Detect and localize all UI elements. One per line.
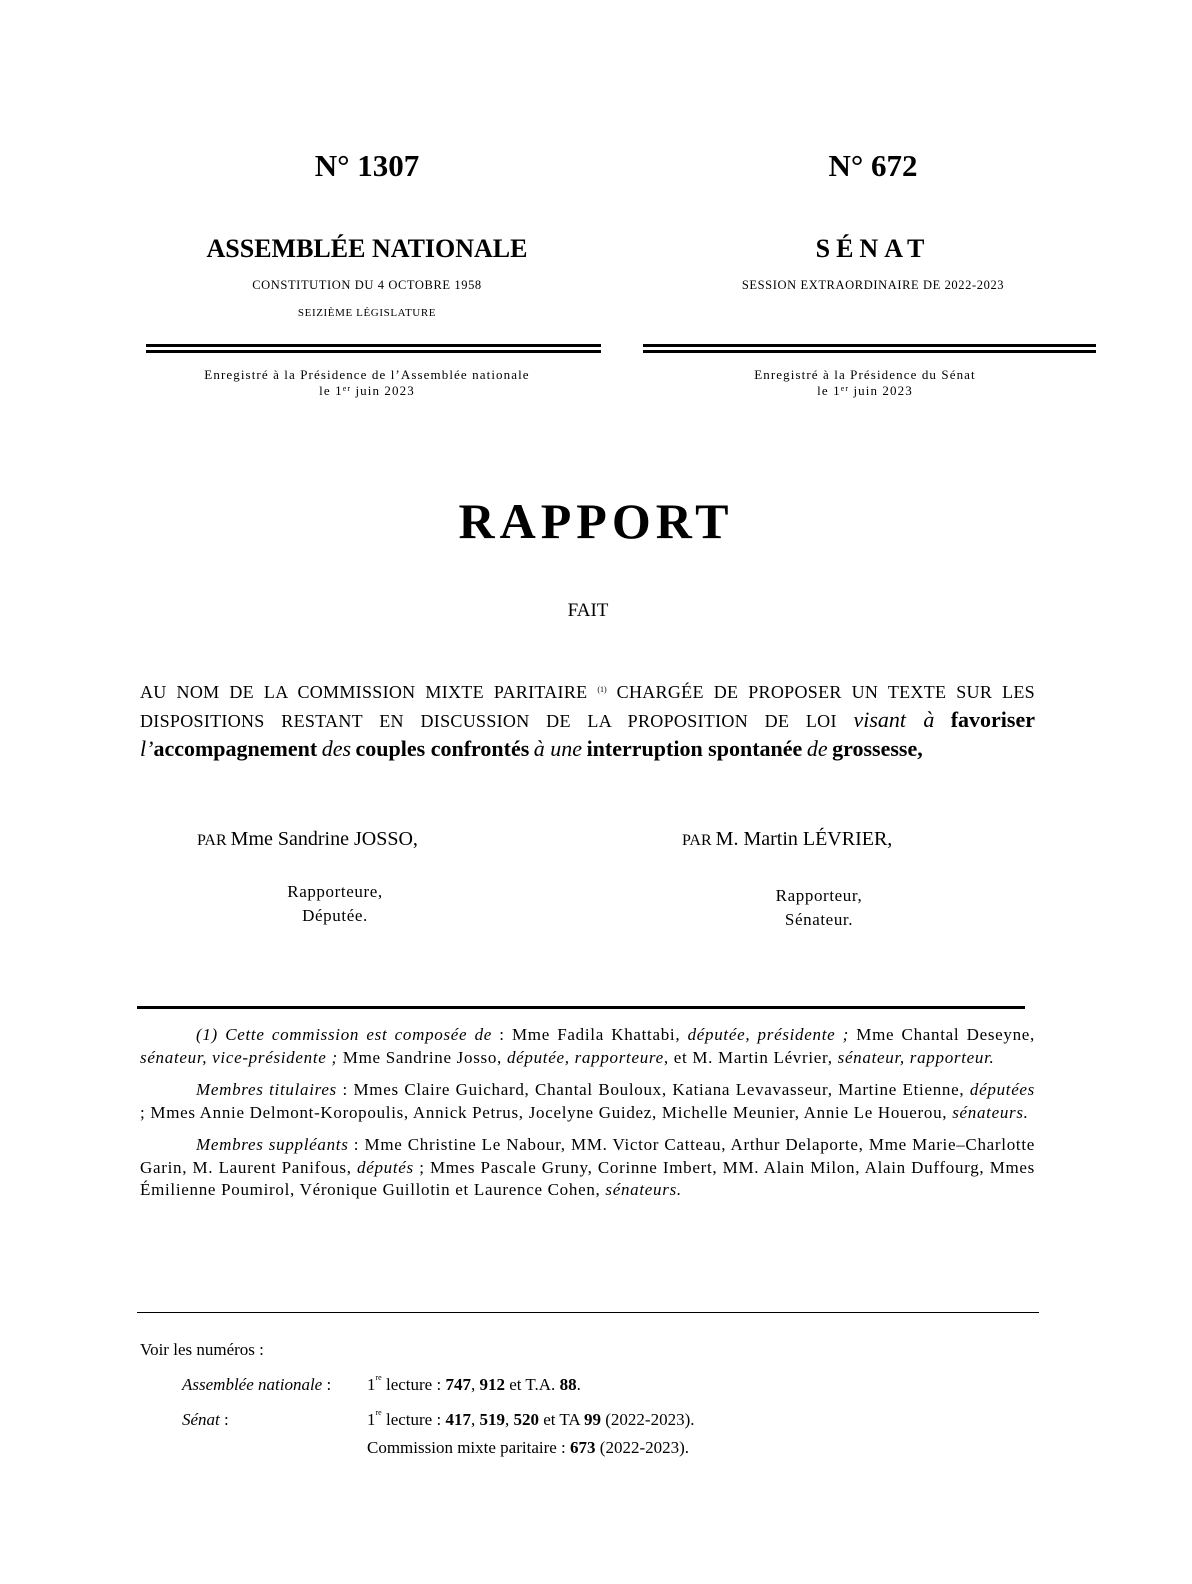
senat-registration [635,367,1095,399]
rapporteur-left-name: PAR Mme Sandrine JOSSO, [197,828,418,850]
commission-composition [140,1024,1035,1202]
suppleants-paragraph: Membres suppléants : Mme Christine Le Nabour, MM. Victor Catteau, Arthur Delaporte, Mme Marie–Charlotte Garin, M. Laurent Panifous, députés ; Mmes Pascale Gruny, Corinne Imbert, MM. Alain Milon, Alain Duffourg, Mmes Émilienne Poumirol, Véronique Guillotin et Laurence Cohen, sénateurs. [140,1135,1035,1199]
an-registration [137,367,597,399]
composition-paragraph: (1) Cette commission est composée de : Mme Fadila Khattabi, députée, présidente ; Mme Chantal Deseyne, sénateur, vice-présidente ; Mme Sandrine Josso, députée, rapporteure, et M. Martin Lévrier, sénateur, rapporteur. [140,1025,1035,1067]
senat-registration-date: le 1er juin 2023 [817,383,913,398]
an-registration-date: le 1er juin 2023 [319,383,415,398]
senat-registration-text: Enregistré à la Présidence du Sénat [754,367,976,382]
fait-label: FAIT [567,600,609,621]
rapporteur-left-role: Rapporteure, Députée. [287,882,383,925]
an-registration-text: Enregistré à la Présidence de l’Assemblée nationale [204,367,530,382]
assemblee-nationale-heading: ASSEMBLÉE NATIONALE [206,234,528,263]
senat-number: N° 672 [828,148,918,183]
rapporteur-right-name: PAR M. Martin LÉVRIER, [682,828,893,850]
an-number: N° 1307 [314,148,420,183]
session-line: SESSION EXTRAORDINAIRE DE 2022-2023 [741,278,1005,292]
senat-heading: SÉNAT [815,234,931,263]
report-title: RAPPORT [458,493,734,549]
cmp-ref-values: Commission mixte paritaire : 673 (2022-2023). [367,1438,690,1457]
right-double-rule [643,344,1096,353]
senat-ref-label: Sénat : [182,1410,229,1429]
an-ref-values: 1re lecture : 747, 912 et T.A. 88. [367,1373,581,1394]
senat-ref-values: 1re lecture : 417, 519, 520 et TA 99 (2022-2023). [367,1408,695,1429]
constitution-line: CONSTITUTION DU 4 OCTOBRE 1958 [252,278,482,292]
footnote-separator [137,1006,1025,1009]
legislature-line: SEIZIÈME LÉGISLATURE [297,307,437,319]
report-purpose: AU NOM DE LA COMMISSION MIXTE PARITAIRE $^{(1)}$ CHARGÉE DE PROPOSER UN TEXTE SUR LES DISPOSITIONS RESTANT EN DISCUSSION DE LA PROPOSITION DE LOI visant à favoriser l’accompagnement des couples confrontés à une interruption spontanée de grossesse, [140,682,1035,761]
titulaires-paragraph: Membres titulaires : Mmes Claire Guichard, Chantal Bouloux, Katiana Levavasseur, Martine Etienne, députées ; Mmes Annie Delmont-Koropoulis, Annick Petrus, Jocelyne Guidez, Michelle Meunier, Annie Le Houerou, sénateurs. [140,1080,1035,1122]
references-separator [137,1312,1039,1313]
footnote-ref: (1) [597,685,607,694]
left-double-rule [146,344,601,353]
voir-numeros: Voir les numéros : [140,1340,264,1359]
rapporteur-right-role: Rapporteur, Sénateur. [775,886,863,929]
an-ref-label: Assemblée nationale : [182,1375,332,1394]
